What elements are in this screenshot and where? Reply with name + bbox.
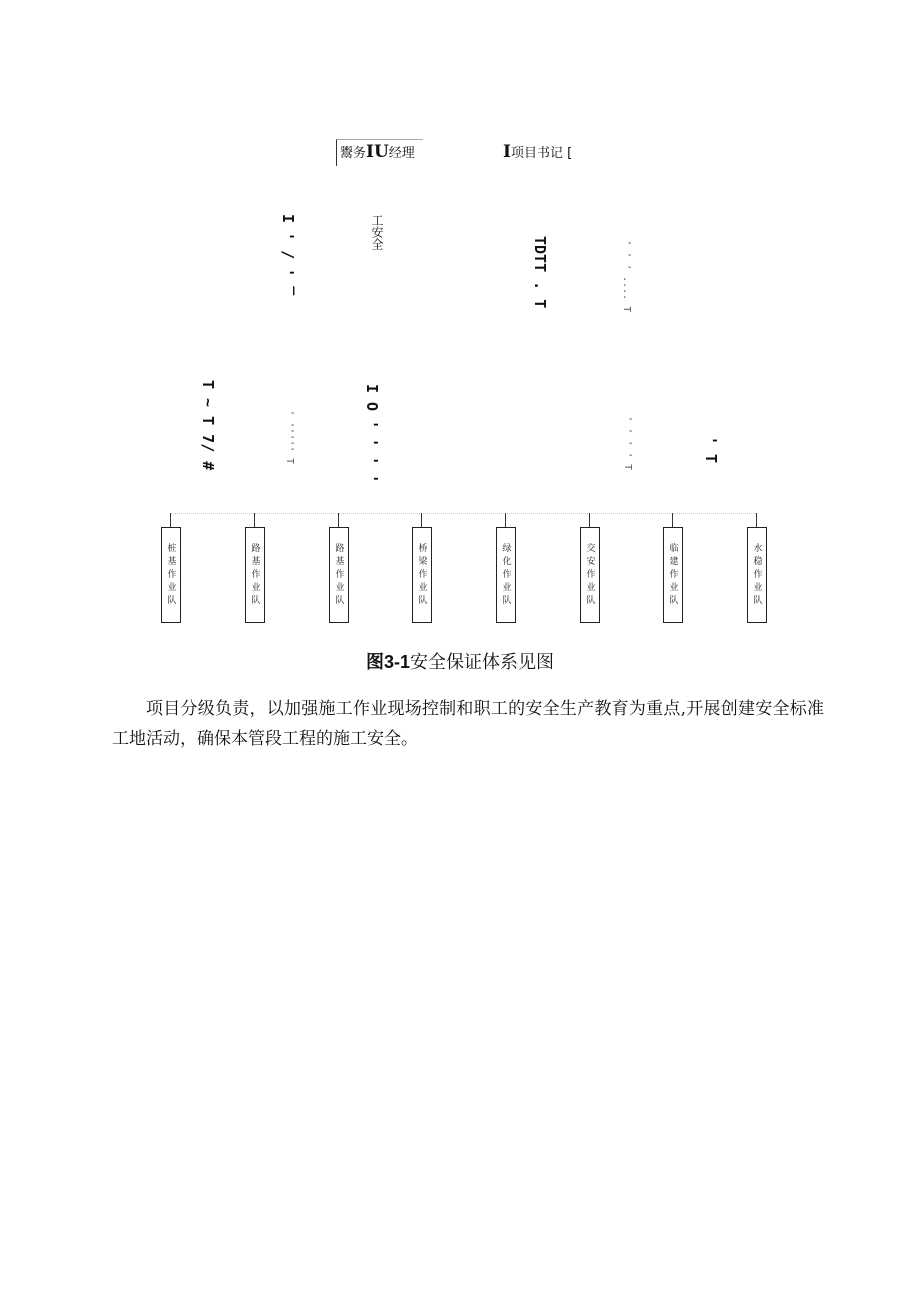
project-manager-label: 鬻务IU经理: [340, 142, 415, 162]
connector-stem: [421, 513, 422, 527]
chart-fragment: I ' / ' ‾: [279, 214, 297, 296]
team-box-traffic-safety: 交安作业队: [580, 527, 600, 623]
team-box-temporary-works: 临建作业队: [663, 527, 683, 623]
team-connector-line: [170, 513, 756, 514]
chart-fragment: 工安全: [370, 214, 384, 250]
connector-stem: [672, 513, 673, 527]
chart-fragment: TDTT . T: [531, 236, 549, 309]
chart-fragment: T ~ T 7/ #: [199, 380, 217, 471]
connector-stem: [589, 513, 590, 527]
connector-stem: [254, 513, 255, 527]
body-paragraph: 项目分级负责，以加强施工作业现场控制和职工的安全生产教育为重点,开展创建安全标准工地活动，确保本管段工程的施工安全。: [112, 699, 824, 749]
connector-stem: [505, 513, 506, 527]
team-box-roadbed-1: 路基作业队: [245, 527, 265, 623]
project-secretary-label: I项目书记 [: [503, 142, 573, 162]
chart-fragment: ' ''''' T: [284, 410, 295, 465]
connector-stem: [170, 513, 171, 527]
chart-fragment: I O ' ' ' ': [363, 384, 381, 484]
chart-fragment: ' ' ' .... T: [621, 240, 632, 313]
team-box-greening: 绿化作业队: [496, 527, 516, 623]
team-box-pile-foundation: 桩基作业队: [161, 527, 181, 623]
team-box-bridge: 桥梁作业队: [412, 527, 432, 623]
figure-caption: 图3-1安全保证体系见图: [365, 652, 554, 673]
team-box-stabilized-base: 水稳作业队: [747, 527, 767, 623]
chart-fragment: ' T: [702, 436, 720, 464]
connector-stem: [756, 513, 757, 527]
team-box-roadbed-2: 路基作业队: [329, 527, 349, 623]
connector-stem: [338, 513, 339, 527]
chart-fragment: ' ' ' ' T: [622, 416, 633, 471]
